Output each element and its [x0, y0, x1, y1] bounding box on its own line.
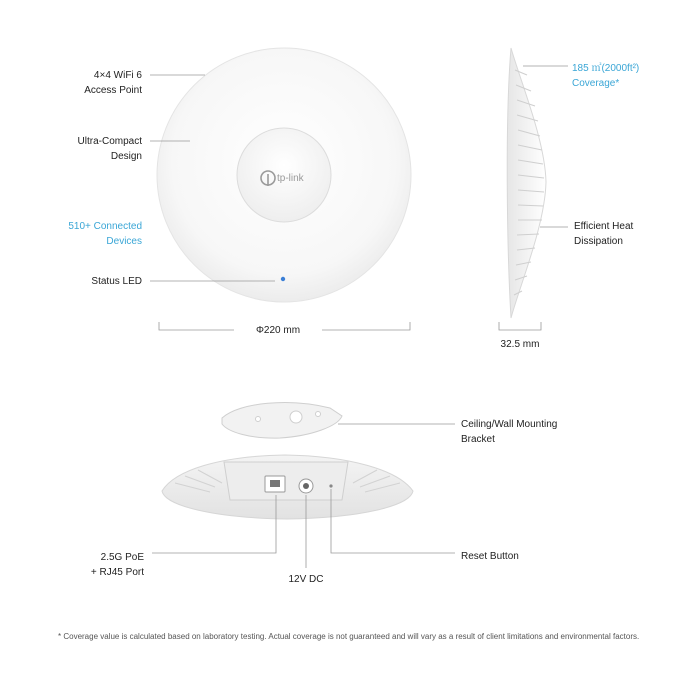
wifi-callout [40, 68, 142, 98]
connected-label-line1: 510+ Connected [68, 221, 142, 232]
wifi-label-line1: 4×4 WiFi 6 [93, 70, 142, 81]
diameter-label: Φ220 mm [234, 323, 322, 338]
access-point-bottom-view [162, 455, 413, 519]
bracket-callout [461, 417, 591, 447]
access-point-side-view [507, 48, 546, 318]
access-point-top-view [157, 48, 411, 302]
bracket-label-line2: Bracket [461, 434, 495, 445]
status-led-label: Status LED [91, 276, 142, 287]
poe-label-line2: + RJ45 Port [90, 567, 144, 578]
connected-devices-callout [40, 219, 142, 249]
compact-label-line1: Ultra-Compact [77, 136, 142, 147]
mounting-bracket-illustration [222, 403, 342, 439]
heat-label-line1: Efficient Heat [574, 221, 634, 232]
bracket-label-line1: Ceiling/Wall Mounting [461, 419, 558, 430]
poe-label-line1: 2.5G PoE [100, 552, 144, 563]
reset-button-label: Reset Button [461, 551, 519, 562]
status-led-icon [281, 277, 285, 281]
dc-label: 12V DC [288, 574, 324, 585]
heat-label-line2: Dissipation [574, 236, 623, 247]
coverage-label-line2: Coverage* [572, 78, 620, 89]
compact-callout [40, 134, 142, 164]
footnote: * Coverage value is calculated based on laboratory testing. Actual coverage is not guaranteed and will vary as a result of client limitations and environmental factors. [58, 632, 640, 641]
logo-text: tp-link [277, 173, 304, 184]
coverage-callout [572, 61, 682, 91]
heat-callout [574, 219, 674, 249]
compact-label-line2: Design [110, 151, 142, 162]
wifi-label-line2: Access Point [84, 85, 142, 96]
reset-button-icon [329, 484, 332, 487]
poe-callout [40, 550, 144, 580]
connected-label-line2: Devices [106, 236, 142, 247]
thickness-label: 32.5 mm [500, 339, 540, 350]
coverage-label-line1: 185 ㎡(2000ft²) [572, 63, 640, 74]
